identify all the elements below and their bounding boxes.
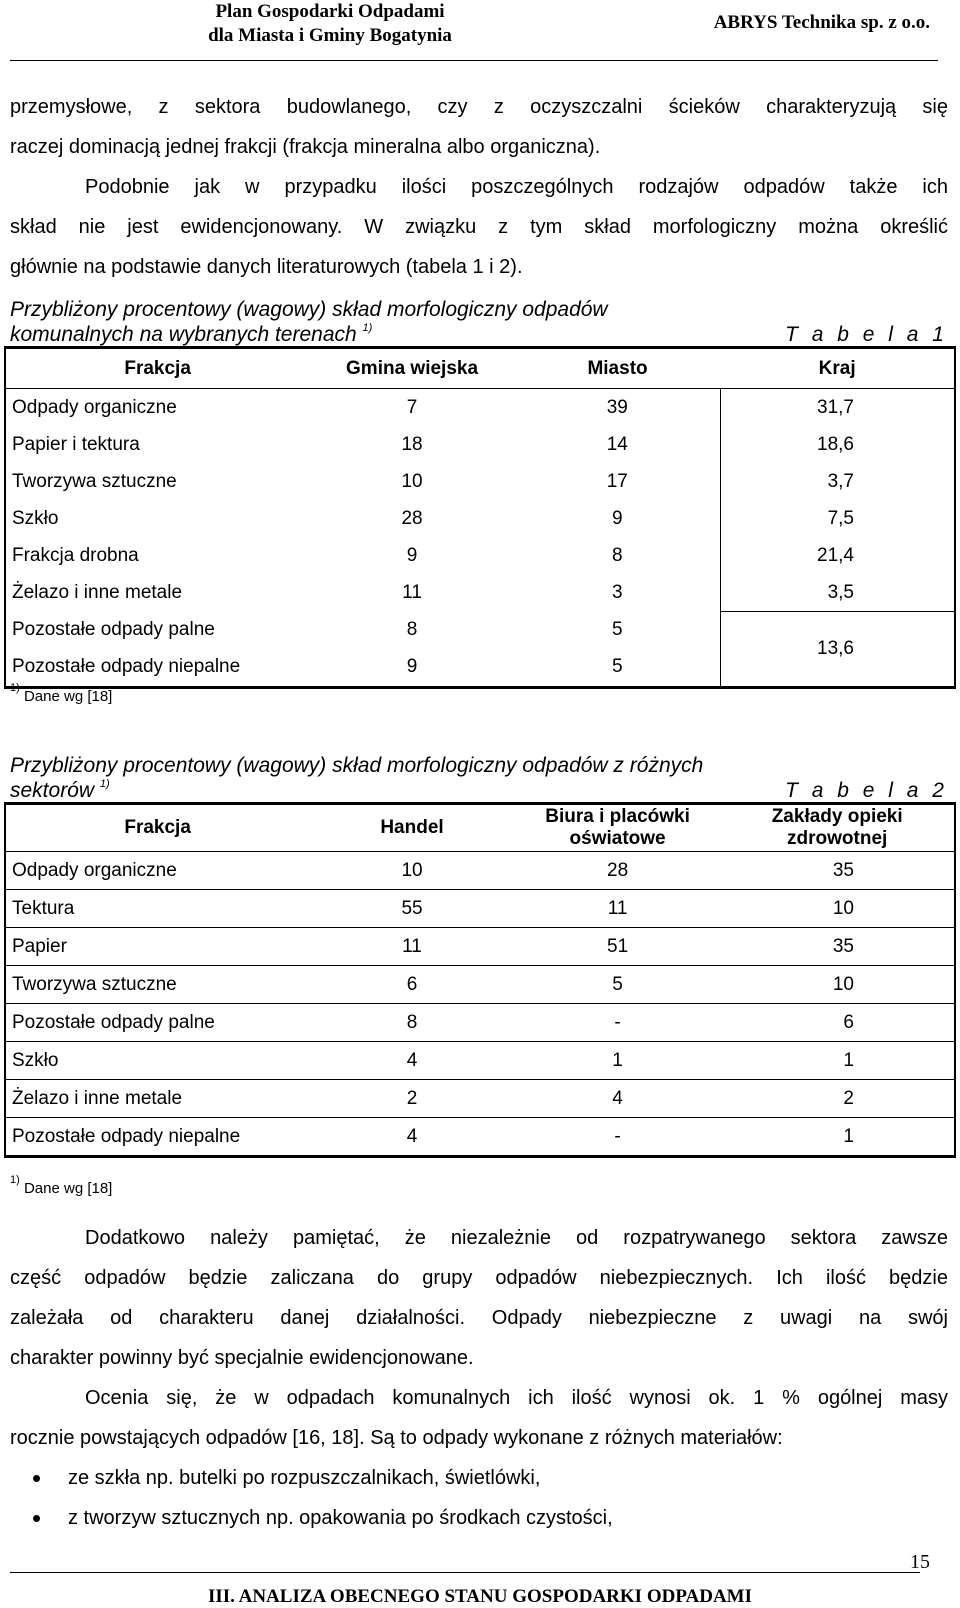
cell-frakcja: Szkło (5, 1042, 309, 1080)
cell-gmina: 10 (401, 470, 423, 492)
table2-caption-sup: 1) (99, 778, 110, 790)
cell-biura: 28 (515, 852, 721, 890)
cell-frakcja: Pozostałe odpady palne (5, 1004, 309, 1042)
cell-biura: 1 (515, 1042, 721, 1080)
table2 (4, 802, 956, 1158)
cell-miasto: 3 (612, 581, 623, 603)
table1-note-text: Dane wg [18] (23, 688, 113, 705)
table-row (5, 928, 955, 966)
cell-kraj-merged: 13,6 (720, 612, 955, 688)
cell-gmina: 9 (406, 544, 418, 566)
cell-handel: 55 (309, 890, 515, 928)
cell-kraj: 3,7 (720, 463, 955, 500)
cell-frakcja: Pozostałe odpady palne (12, 619, 215, 640)
paragraph-hazardous (10, 1218, 948, 1378)
cell-handel: 11 (309, 928, 515, 966)
table2-note-text: Dane wg [18] (23, 1180, 113, 1197)
cell-frakcja: Papier (5, 928, 309, 966)
cell-zaklady: 10 (720, 966, 955, 1004)
header-title (0, 0, 660, 48)
cell-kraj: 21,4 (720, 537, 955, 574)
table-row (5, 1042, 955, 1080)
table-row (5, 463, 955, 500)
cell-frakcja: Tworzywa sztuczne (12, 470, 177, 492)
cell-handel: 10 (309, 852, 515, 890)
cell-gmina: 18 (401, 433, 423, 455)
header-line-1: Plan Gospodarki Odpadami (215, 1, 445, 22)
cell-frakcja: Papier i tektura (12, 433, 140, 455)
cell-biura: 11 (515, 890, 721, 928)
list-item: • z tworzyw sztucznych np. opakowania po środkach czystości, (10, 1498, 613, 1538)
header-rule (10, 60, 938, 61)
table1-header-miasto: Miasto (515, 348, 721, 389)
cell-kraj: 31,7 (720, 389, 955, 427)
cell-gmina: 9 (406, 656, 418, 677)
intro-line-5: głównie na podstawie danych literaturowych (tabela 1 i 2). (10, 256, 523, 278)
cell-kraj: 18,6 (720, 426, 955, 463)
cell-gmina: 7 (406, 396, 418, 418)
table-row (5, 966, 955, 1004)
table2-label: T a b e l a 2 (785, 779, 948, 802)
footer-rule (10, 1572, 920, 1573)
table1-caption-line-1: Przybliżony procentowy (wagowy) skład morfologiczny odpadów (10, 298, 608, 321)
table2-note (10, 1174, 113, 1197)
cell-handel: 6 (309, 966, 515, 1004)
para2-line-3: zależała od charakteru danej działalności. Odpady niebezpieczne z uwagi na swój (10, 1307, 948, 1329)
cell-frakcja: Odpady organiczne (12, 396, 177, 418)
para2-line-1: Dodatkowo należy pamiętać, że niezależnie od rozpatrywanego sektora zawsze (85, 1227, 948, 1249)
cell-biura: - (515, 1004, 721, 1042)
table2-header-row (5, 804, 955, 852)
table-row (5, 1080, 955, 1118)
list-item: • ze szkła np. butelki po rozpuszczalnikach, świetlówki, (10, 1458, 613, 1498)
table2-note-sup: 1) (10, 1174, 20, 1186)
table2-caption-line-2: sektorów (10, 779, 95, 802)
cell-zaklady: 6 (720, 1004, 955, 1042)
cell-kraj: 3,5 (720, 574, 955, 612)
cell-zaklady: 2 (720, 1080, 955, 1118)
cell-handel: 2 (309, 1080, 515, 1118)
table-row (5, 537, 955, 574)
header-line-2: dla Miasta i Gminy Bogatynia (208, 25, 452, 46)
cell-frakcja: Żelazo i inne metale (5, 1080, 309, 1118)
table2-header-handel: Handel (309, 804, 515, 852)
cell-miasto: 5 (612, 656, 623, 677)
cell-gmina: 11 (402, 581, 422, 603)
cell-miasto: 5 (612, 619, 623, 640)
table1-caption-sup: 1) (362, 322, 373, 334)
header-company: ABRYS Technika sp. z o.o. (713, 12, 930, 33)
cell-frakcja: Żelazo i inne metale (12, 581, 183, 603)
cell-zaklady: 1 (720, 1042, 955, 1080)
cell-frakcja: Tektura (5, 890, 309, 928)
para3-line-1: Ocenia się, że w odpadach komunalnych ich ilość wynosi ok. 1 % ogólnej masy (85, 1387, 948, 1409)
cell-zaklady: 35 (720, 928, 955, 966)
table1-note-sup: 1) (10, 682, 20, 694)
cell-kraj: 7,5 (720, 500, 955, 537)
table2-header-biura-line-1: Biura i placówki (545, 806, 690, 827)
cell-handel: 4 (309, 1042, 515, 1080)
cell-miasto: 9 (612, 507, 623, 529)
cell-biura: 4 (515, 1080, 721, 1118)
table-row (5, 612, 955, 649)
table2-header-biura-line-2: oświatowe (569, 828, 666, 849)
table1-label: T a b e l a 1 (785, 323, 948, 346)
table-row (5, 574, 955, 612)
cell-handel: 8 (309, 1004, 515, 1042)
cell-frakcja: Tworzywa sztuczne (5, 966, 309, 1004)
table1-header-frakcja: Frakcja (5, 348, 309, 389)
para3-line-2: rocznie powstających odpadów [16, 18]. Są to odpady wykonane z różnych materiałów: (10, 1427, 783, 1449)
table1-header-gmina: Gmina wiejska (309, 348, 515, 389)
table1-note (10, 682, 113, 705)
table2-header-frakcja: Frakcja (5, 804, 309, 852)
para2-line-2: część odpadów będzie zaliczana do grupy odpadów niebezpiecznych. Ich ilość będzie (10, 1267, 948, 1289)
cell-handel: 4 (406, 1125, 418, 1147)
cell-miasto: 17 (606, 470, 628, 492)
cell-frakcja: Pozostałe odpady niepalne (12, 1125, 241, 1147)
table-row (5, 389, 955, 427)
table2-caption-line-1: Przybliżony procentowy (wagowy) skład morfologiczny odpadów z różnych (10, 754, 704, 777)
table-row (5, 852, 955, 890)
table-row (5, 426, 955, 463)
cell-zaklady: 35 (720, 852, 955, 890)
table-row (5, 890, 955, 928)
table2-header-zaklady-line-1: Zakłady opieki (771, 806, 903, 827)
table2-header-biura (515, 804, 721, 852)
table1-header-kraj: Kraj (720, 348, 955, 389)
table1-header-row (5, 348, 955, 389)
cell-gmina: 28 (401, 507, 423, 529)
table2-header-zaklady-line-2: zdrowotnej (787, 828, 888, 849)
intro-line-2: raczej dominacją jednej frakcji (frakcja mineralna albo organiczna). (10, 136, 601, 158)
table1-caption-line-2: komunalnych na wybranych terenach (10, 323, 357, 346)
table2-header-zaklady (720, 804, 955, 852)
cell-zaklady: 10 (720, 890, 955, 928)
cell-biura: 5 (515, 966, 721, 1004)
table1-caption (10, 297, 948, 347)
cell-biura: 51 (515, 928, 721, 966)
cell-frakcja: Szkło (12, 507, 59, 529)
bullet-list (10, 1458, 613, 1538)
intro-line-4: skład nie jest ewidencjonowany. W związku z tym skład morfologiczny można określić (10, 216, 948, 238)
intro-paragraph (10, 87, 948, 287)
cell-miasto: 8 (612, 544, 623, 566)
footer-title: III. ANALIZA OBECNEGO STANU GOSPODARKI ODPADAMI (207, 1586, 753, 1607)
para2-line-4: charakter powinny być specjalnie ewidencjonowane. (10, 1347, 474, 1369)
table-row (5, 1004, 955, 1042)
intro-line-3: Podobnie jak w przypadku ilości poszczególnych rodzajów odpadów także ich (85, 176, 948, 198)
page-number: 15 (910, 1551, 930, 1573)
intro-line-1: przemysłowe, z sektora budowlanego, czy z oczyszczalni ścieków charakteryzują się (10, 96, 948, 118)
paragraph-share (10, 1378, 948, 1458)
cell-frakcja: Pozostałe odpady niepalne (12, 656, 241, 677)
cell-frakcja: Frakcja drobna (12, 544, 139, 566)
table-row (5, 1118, 955, 1157)
cell-zaklady: 1 (843, 1125, 854, 1147)
table-row (5, 500, 955, 537)
cell-biura: - (614, 1125, 621, 1147)
cell-miasto: 14 (606, 433, 628, 455)
table1 (4, 346, 956, 689)
cell-frakcja: Odpady organiczne (5, 852, 309, 890)
table2-caption (10, 753, 948, 803)
cell-miasto: 39 (606, 396, 628, 418)
cell-gmina: 8 (406, 619, 418, 640)
